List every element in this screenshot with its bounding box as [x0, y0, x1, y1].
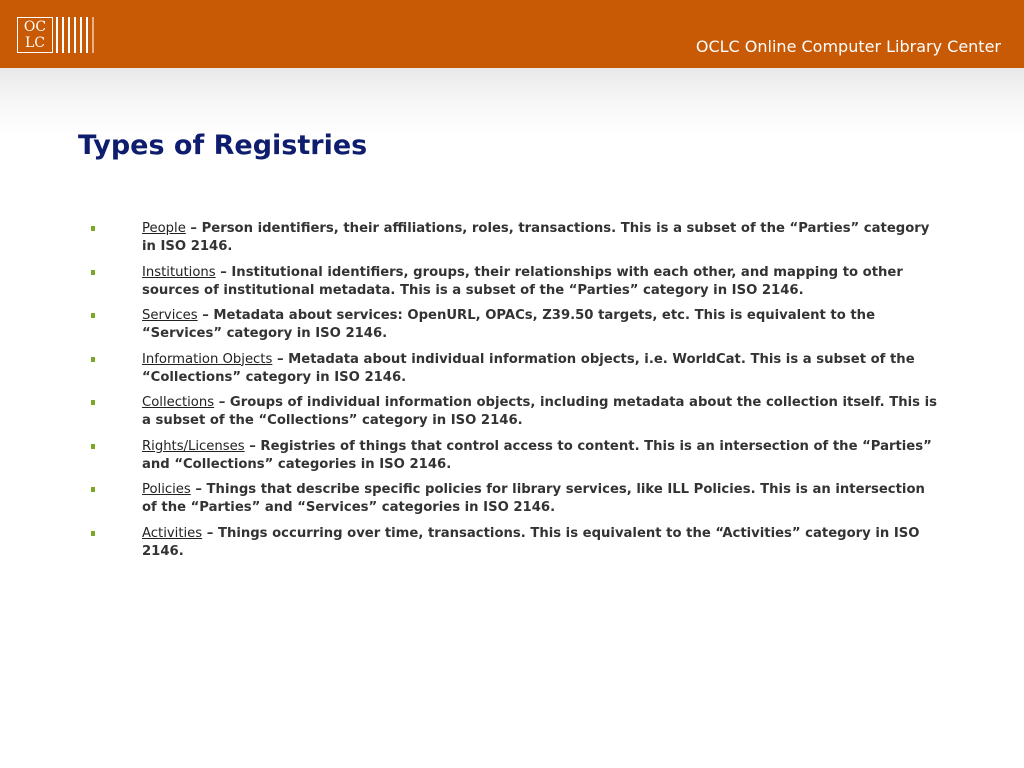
list-item-people	[91, 220, 941, 256]
bullet-icon	[91, 400, 95, 405]
bullet-icon	[91, 270, 95, 275]
logo-line-1: OC	[23, 19, 47, 35]
bullet-icon	[91, 313, 95, 318]
registry-name: Rights/Licenses	[142, 438, 245, 454]
registry-name: Policies	[142, 482, 191, 497]
registry-description: – Person identifiers, their affiliations, roles, transactions. This is a subset of the “Parties” category in ISO 2146.	[142, 221, 930, 254]
registry-list	[91, 220, 941, 568]
registry-description: – Things occurring over time, transactions. This is equivalent to the “Activities” category in ISO 2146.	[142, 525, 920, 559]
logo-stripes	[56, 17, 94, 53]
registry-description: – Metadata about services: OpenURL, OPACs, Z39.50 targets, etc. This is equivalent to the “Services” category in ISO 2146.	[142, 308, 876, 341]
list-item-policies	[91, 481, 941, 517]
registry-description: – Metadata about individual information objects, i.e. WorldCat. This is a subset of the “Collections” category in ISO 2146.	[142, 351, 915, 385]
slide-title: Types of Registries	[78, 130, 368, 161]
registry-description: – Institutional identifiers, groups, their relationships with each other, and mapping to other sources of institutional metadata. This is a subset of the “Parties” category in ISO 2146.	[142, 264, 903, 298]
bullet-icon	[91, 444, 95, 449]
organization-name: OCLC Online Computer Library Center	[695, 37, 1001, 56]
registry-description: – Registries of things that control access to content. This is an intersection of the “Parties” and “Collections” categories in ISO 2146.	[142, 438, 932, 472]
registry-name: Activities	[142, 525, 203, 541]
bullet-icon	[91, 226, 95, 231]
oclc-logo	[17, 17, 94, 53]
list-item-rights-licenses	[91, 438, 941, 474]
list-item-activities	[91, 525, 941, 561]
bullet-icon	[91, 531, 95, 536]
registry-description: – Groups of individual information objects, including metadata about the collection itself. This is a subset of the “Collections” category in ISO 2146.	[142, 395, 937, 428]
registry-name: Collections	[142, 395, 215, 410]
logo-line-2: LC	[24, 35, 45, 51]
list-item-institutions	[91, 264, 941, 300]
registry-name: People	[142, 221, 186, 236]
bullet-icon	[91, 357, 95, 362]
registry-name: Institutions	[142, 264, 216, 280]
list-item-services	[91, 307, 941, 343]
list-item-collections	[91, 394, 941, 430]
logo-box	[17, 17, 53, 53]
registry-name: Information Objects	[142, 351, 273, 367]
registry-description: – Things that describe specific policies for library services, like ILL Policies. This is an intersection of the “Parties” and “Services” categories in ISO 2146.	[142, 482, 925, 515]
list-item-information-objects	[91, 351, 941, 387]
header-bar	[0, 0, 1024, 68]
bullet-icon	[91, 487, 95, 492]
registry-name: Services	[142, 308, 198, 323]
